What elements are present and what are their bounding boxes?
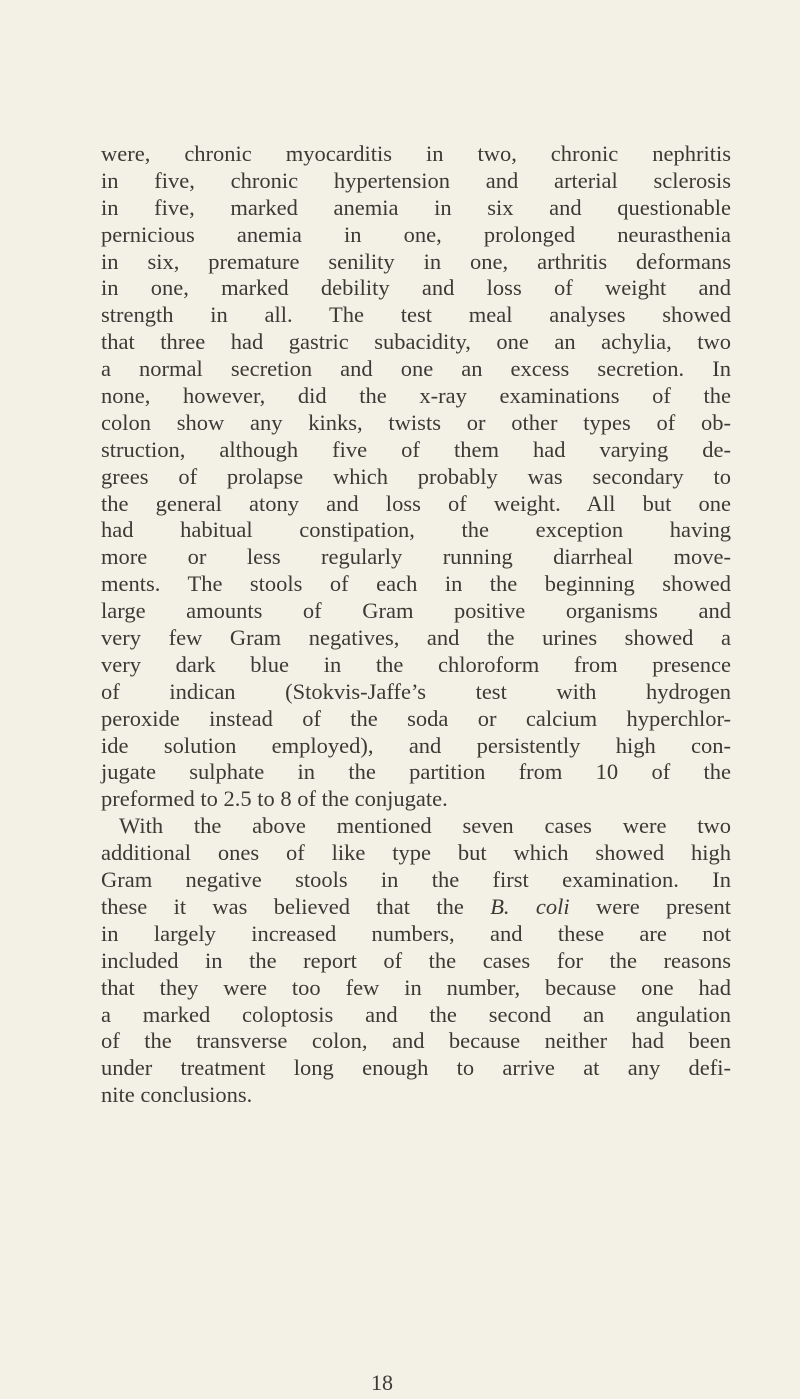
text-line: in largely increased numbers, and these are not: [101, 920, 731, 946]
text-line: preformed to 2.5 to 8 of the conjugate.: [101, 786, 448, 812]
text-line: grees of prolapse which probably was secondary to: [101, 463, 731, 489]
text-line: a marked coloptosis and the second an angulation: [101, 1001, 731, 1027]
text-line: large amounts of Gram positive organisms and: [101, 598, 731, 624]
text-line: of indican (Stokvis-Jaffe’s test with hydrogen: [101, 678, 731, 704]
text-line: of the transverse colon, and because neither had been: [101, 1028, 731, 1054]
text-line: the general atony and loss of weight. All but one: [101, 490, 731, 516]
text-line: in one, marked debility and loss of weight and: [101, 275, 731, 301]
text-line: With the above mentioned seven cases were two: [119, 813, 731, 839]
text-line: very few Gram negatives, and the urines showed a: [101, 625, 731, 651]
text-line: ide solution employed), and persistently high con-: [101, 732, 731, 758]
body-text: [101, 141, 731, 1109]
text-line: nite conclusions.: [101, 1082, 253, 1108]
text-segment: these it was believed that the: [101, 893, 491, 919]
text-line: that three had gastric subacidity, one an achylia, two: [101, 329, 731, 355]
text-segment: were present: [569, 893, 731, 919]
text-line: [101, 894, 731, 921]
text-line: in five, marked anemia in six and questionable: [101, 194, 731, 220]
text-line: additional ones of like type but which showed high: [101, 840, 731, 866]
text-line: a normal secretion and one an excess secretion. In: [101, 356, 731, 382]
text-line: strength in all. The test meal analyses showed: [101, 302, 731, 328]
text-line: more or less regularly running diarrheal move-: [101, 544, 731, 570]
page-number-text: 18: [371, 1370, 393, 1395]
text-line: pernicious anemia in one, prolonged neurasthenia: [101, 221, 731, 247]
text-line: that they were too few in number, because one had: [101, 974, 731, 1000]
italic-term: B. coli: [490, 893, 570, 919]
text-line: jugate sulphate in the partition from 10 of the: [101, 759, 731, 785]
text-line: none, however, did the x-ray examinations of the: [101, 383, 731, 409]
text-line: included in the report of the cases for the reasons: [101, 947, 731, 973]
paragraph: [101, 813, 731, 1109]
text-line: very dark blue in the chloroform from presence: [101, 651, 731, 677]
text-line: colon show any kinks, twists or other types of ob-: [101, 409, 731, 435]
paragraph: [101, 141, 731, 813]
text-line: ments. The stools of each in the beginning showed: [101, 571, 731, 597]
text-line: were, chronic myocarditis in two, chronic nephritis: [101, 141, 731, 166]
text-line: under treatment long enough to arrive at any defi-: [101, 1055, 731, 1081]
text-line: had habitual constipation, the exception having: [101, 517, 731, 543]
page-number: [0, 1370, 800, 1396]
text-line: struction, although five of them had varying de-: [101, 436, 731, 462]
text-line: in five, chronic hypertension and arterial sclerosis: [101, 167, 731, 193]
text-line: peroxide instead of the soda or calcium hyperchlor-: [101, 705, 731, 731]
text-line: in six, premature senility in one, arthritis deformans: [101, 248, 731, 274]
text-line: Gram negative stools in the first examination. In: [101, 867, 731, 893]
